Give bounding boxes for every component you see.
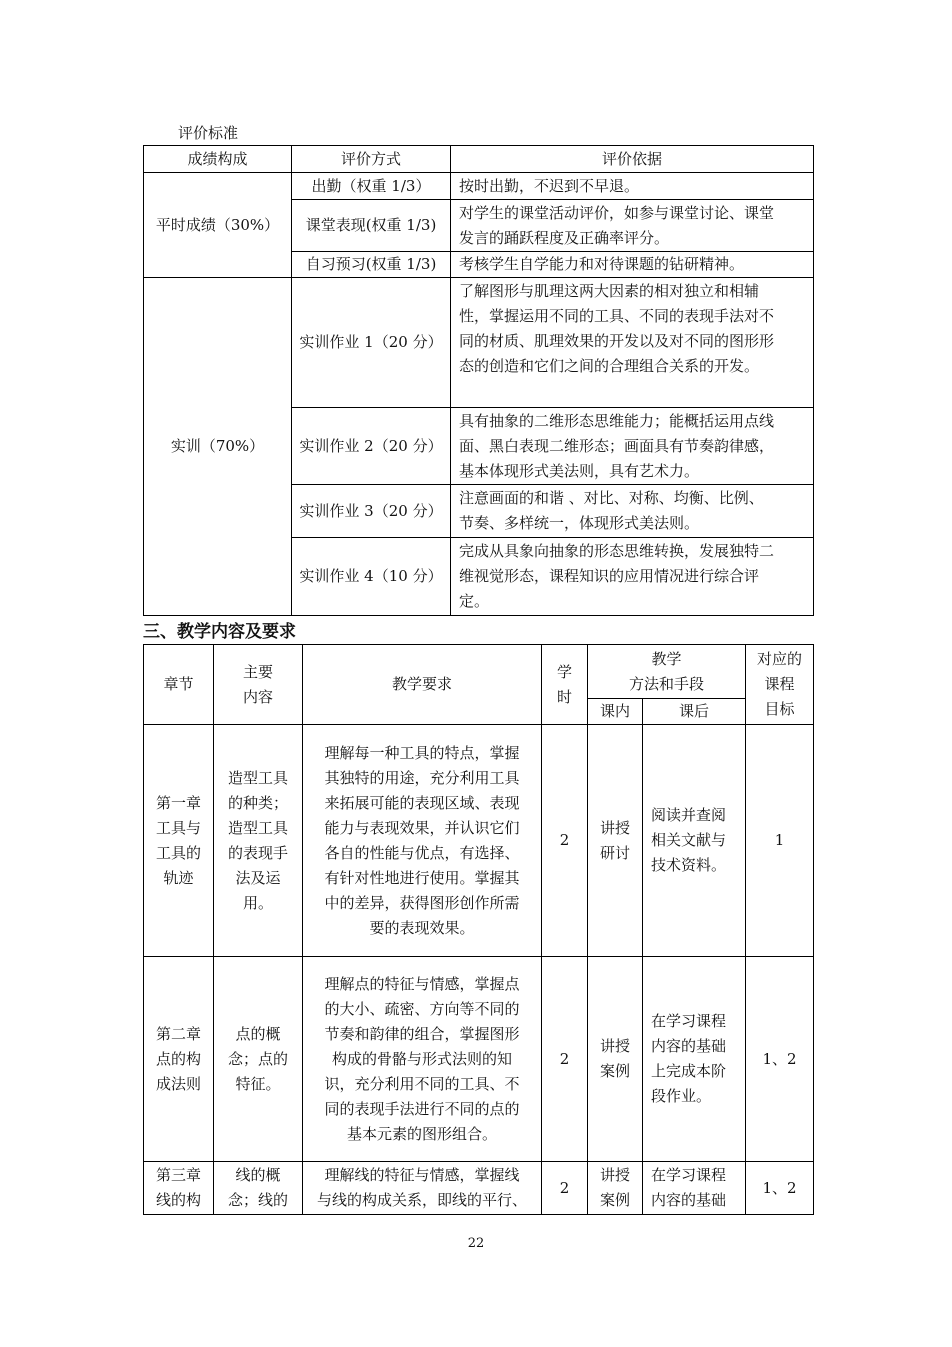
table-row	[144, 278, 814, 408]
after-class-cell: 在学习课程 内容的基础	[643, 1162, 746, 1215]
basis-cell: 具有抽象的二维形态思维能力；能概括运用点线 面、黑白表现二维形态；画面具有节奏韵律感， 基本体现形式美法则，具有艺术力。	[451, 408, 814, 485]
component-regular: 平时成绩（30%）	[144, 173, 292, 278]
header-in-class: 课内	[588, 699, 643, 725]
in-class-cell: 讲授 案例	[588, 1162, 643, 1215]
main-content-cell: 点的概 念；点的 特征。	[214, 957, 303, 1162]
header-method: 评价方式	[292, 146, 451, 173]
method-cell: 实训作业 1（20 分）	[292, 278, 451, 408]
evaluation-title: 评价标准	[178, 124, 239, 142]
header-hours: 学 时	[542, 645, 588, 725]
table-row	[144, 725, 814, 957]
goal-cell: 1、2	[746, 957, 814, 1162]
evaluation-table	[143, 145, 814, 616]
in-class-cell: 讲授 研讨	[588, 725, 643, 957]
table-row	[144, 173, 814, 200]
main-content-cell: 造型工具 的种类； 造型工具 的表现手 法及运 用。	[214, 725, 303, 957]
method-cell: 课堂表现(权重 1/3)	[292, 200, 451, 252]
header-methods: 教学 方法和手段	[588, 645, 746, 699]
header-goal: 对应的 课程 目标	[746, 645, 814, 725]
hours-cell: 2	[542, 725, 588, 957]
basis-cell: 了解图形与肌理这两大因素的相对独立和相辅 性，掌握运用不同的工具、不同的表现手法对不 同的材质、肌理效果的开发以及对不同的图形形 态的创造和它们之间的合理组合关系的开发。	[451, 278, 814, 408]
main-content-cell: 线的概 念；线的	[214, 1162, 303, 1215]
hours-cell: 2	[542, 1162, 588, 1215]
method-cell: 实训作业 3（20 分）	[292, 485, 451, 538]
after-class-cell: 阅读并查阅 相关文献与 技术资料。	[643, 725, 746, 957]
method-cell: 出勤（权重 1/3）	[292, 173, 451, 200]
table-row	[144, 957, 814, 1162]
goal-cell: 1	[746, 725, 814, 957]
basis-cell: 完成从具象向抽象的形态思维转换，发展独特二 维视觉形态，课程知识的应用情况进行综合评 定。	[451, 538, 814, 616]
header-after-class: 课后	[643, 699, 746, 725]
header-chapter: 章节	[144, 645, 214, 725]
method-cell: 实训作业 4（10 分）	[292, 538, 451, 616]
page-number: 22	[467, 1236, 485, 1251]
requirement-cell: 理解点的特征与情感，掌握点 的大小、疏密、方向等不同的 节奏和韵律的组合，掌握图形 构成的骨骼与形式法则的知 识，充分利用不同的工具、不 同的表现手法进行不同的点的 基本元素的图形组合。	[303, 957, 542, 1162]
basis-cell: 注意画面的和谐 、对比、对称、均衡、比例、 节奏、多样统一，体现形式美法则。	[451, 485, 814, 538]
content-header-row	[144, 645, 814, 699]
in-class-cell: 讲授 案例	[588, 957, 643, 1162]
method-cell: 实训作业 2（20 分）	[292, 408, 451, 485]
content-table	[143, 644, 814, 1215]
header-component: 成绩构成	[144, 146, 292, 173]
requirement-cell: 理解线的特征与情感，掌握线 与线的构成关系，即线的平行、	[303, 1162, 542, 1215]
basis-cell: 考核学生自学能力和对待课题的钻研精神。	[451, 252, 814, 278]
basis-cell: 按时出勤，不迟到不早退。	[451, 173, 814, 200]
goal-cell: 1、2	[746, 1162, 814, 1215]
requirement-cell: 理解每一种工具的特点，掌握 其独特的用途，充分利用工具 来拓展可能的表现区域、表现 能力与表现效果，并认识它们 各自的性能与优点，有选择、 有针对性地进行使用。掌握其 中的差异，获得图形创作所需 要的表现效果。	[303, 725, 542, 957]
chapter-cell: 第一章 工具与 工具的 轨迹	[144, 725, 214, 957]
chapter-cell: 第二章 点的构 成法则	[144, 957, 214, 1162]
table-row	[144, 1162, 814, 1215]
header-basis: 评价依据	[451, 146, 814, 173]
chapter-cell: 第三章 线的构	[144, 1162, 214, 1215]
evaluation-header-row	[144, 146, 814, 173]
method-cell: 自习预习(权重 1/3)	[292, 252, 451, 278]
after-class-cell: 在学习课程 内容的基础 上完成本阶 段作业。	[643, 957, 746, 1162]
header-requirement: 教学要求	[303, 645, 542, 725]
section-title: 三、教学内容及要求	[143, 622, 296, 642]
header-main-content: 主要 内容	[214, 645, 303, 725]
basis-cell: 对学生的课堂活动评价，如参与课堂讨论、课堂 发言的踊跃程度及正确率评分。	[451, 200, 814, 252]
component-training: 实训（70%）	[144, 278, 292, 616]
hours-cell: 2	[542, 957, 588, 1162]
